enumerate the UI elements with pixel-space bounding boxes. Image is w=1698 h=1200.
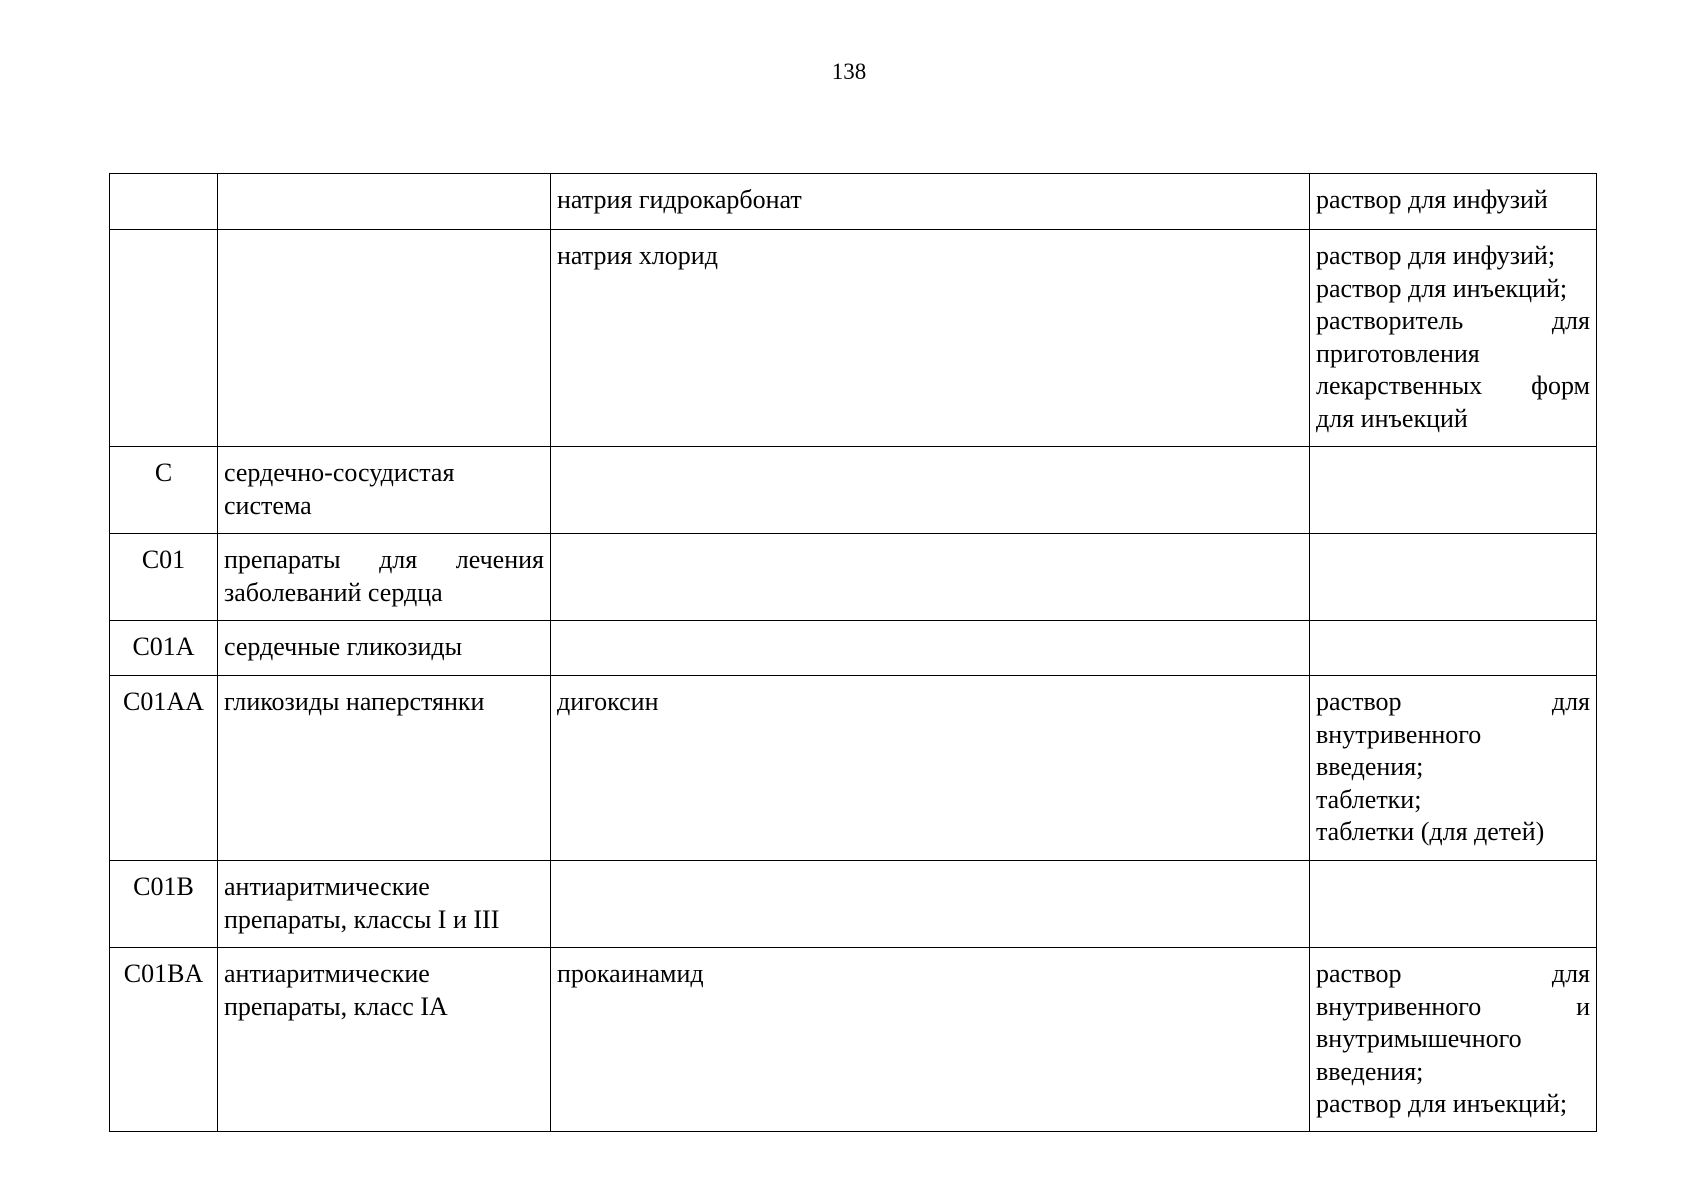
dosage-form-line: лекарственных форм bbox=[1316, 371, 1590, 400]
dosage-form-line: раствор для bbox=[1316, 959, 1590, 988]
group-name-line: препараты, класс IA bbox=[224, 991, 448, 1021]
table-row bbox=[110, 230, 1597, 447]
dosage-form-cell bbox=[1310, 534, 1597, 621]
dosage-form-line: таблетки (для детей) bbox=[1316, 817, 1545, 846]
drug-name-cell bbox=[551, 861, 1310, 948]
group-name-line: антиаритмические bbox=[224, 959, 430, 988]
drug-name-cell bbox=[551, 534, 1310, 621]
table-row bbox=[110, 447, 1597, 534]
dosage-form-line: раствор для bbox=[1316, 687, 1590, 716]
dosage-form-line: раствор для инъекций; bbox=[1316, 273, 1568, 303]
drug-name-cell: натрия гидрокарбонат bbox=[551, 174, 1310, 230]
atc-code-cell: C01A bbox=[110, 621, 218, 676]
atc-code-cell bbox=[110, 174, 218, 230]
group-name-cell bbox=[218, 230, 551, 447]
table-row bbox=[110, 861, 1597, 948]
dosage-form-line: введения; bbox=[1316, 1056, 1424, 1086]
dosage-form-line: раствор для инфузий bbox=[1316, 185, 1548, 214]
dosage-form-cell bbox=[1310, 447, 1597, 534]
group-name-cell bbox=[218, 534, 551, 621]
dosage-form-line: внутривенного и bbox=[1316, 991, 1590, 1021]
dosage-form-cell bbox=[1310, 676, 1597, 861]
dosage-form-line: внутривенного bbox=[1316, 719, 1482, 749]
atc-code-cell: C01B bbox=[110, 861, 218, 948]
group-name-line: заболеваний сердца bbox=[224, 577, 443, 607]
table-row bbox=[110, 621, 1597, 676]
atc-code-cell: C bbox=[110, 447, 218, 534]
dosage-form-line: раствор для инфузий; bbox=[1316, 241, 1556, 270]
atc-code-cell: C01 bbox=[110, 534, 218, 621]
dosage-form-cell bbox=[1310, 174, 1597, 230]
atc-code-cell bbox=[110, 230, 218, 447]
group-name-line: гликозиды наперстянки bbox=[224, 687, 485, 716]
group-name-cell bbox=[218, 621, 551, 676]
atc-code-cell: C01BA bbox=[110, 948, 218, 1132]
dosage-form-line: приготовления bbox=[1316, 338, 1480, 368]
group-name-cell bbox=[218, 676, 551, 861]
table-row bbox=[110, 534, 1597, 621]
group-name-cell bbox=[218, 174, 551, 230]
dosage-form-line: раствор для инъекций; bbox=[1316, 1089, 1568, 1118]
dosage-form-cell bbox=[1310, 621, 1597, 676]
group-name-line: сердечные гликозиды bbox=[224, 632, 463, 661]
drug-name-cell: дигоксин bbox=[551, 676, 1310, 861]
group-name-cell bbox=[218, 948, 551, 1132]
drug-name-cell bbox=[551, 621, 1310, 676]
drug-name-cell: прокаинамид bbox=[551, 948, 1310, 1132]
table-row bbox=[110, 676, 1597, 861]
atc-code-cell: C01AA bbox=[110, 676, 218, 861]
dosage-form-line: для инъекций bbox=[1316, 403, 1468, 433]
table-row bbox=[110, 948, 1597, 1132]
drug-name-cell bbox=[551, 447, 1310, 534]
dosage-form-line: введения; bbox=[1316, 752, 1424, 781]
dosage-form-cell bbox=[1310, 861, 1597, 948]
dosage-form-line: таблетки; bbox=[1316, 784, 1422, 814]
dosage-form-cell bbox=[1310, 230, 1597, 447]
table-row bbox=[110, 174, 1597, 230]
group-name-line: антиаритмические bbox=[224, 872, 430, 901]
page-number: 138 bbox=[831, 59, 867, 84]
drug-table bbox=[109, 173, 1597, 1132]
group-name-line: препараты, классы I и III bbox=[224, 904, 500, 934]
drug-name-cell: натрия хлорид bbox=[551, 230, 1310, 447]
dosage-form-line: внутримышечного bbox=[1316, 1024, 1522, 1053]
dosage-form-cell bbox=[1310, 948, 1597, 1132]
group-name-cell bbox=[218, 447, 551, 534]
group-name-line: препараты для лечения bbox=[224, 545, 544, 574]
group-name-line: сердечно-сосудистая bbox=[224, 458, 455, 487]
group-name-line: система bbox=[224, 490, 312, 520]
group-name-cell bbox=[218, 861, 551, 948]
dosage-form-line: растворитель для bbox=[1316, 306, 1590, 335]
